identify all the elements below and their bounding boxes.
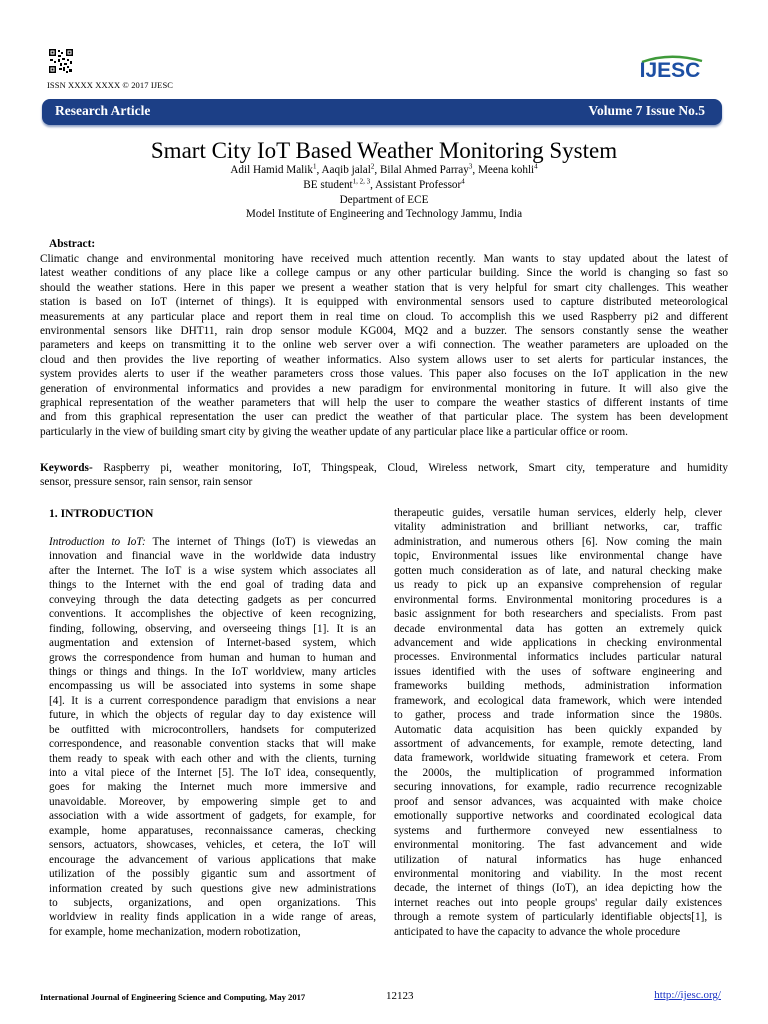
text-line: emotionally supportive networks and coordinated ecological data (394, 810, 722, 823)
text-line: Automatic data acquisition has been quickly expanded by (394, 723, 722, 736)
keywords (40, 461, 728, 490)
author-affiliation: 1 (312, 162, 317, 171)
text-line: things or things and things. In the IoT worldview, many articles (49, 665, 376, 678)
keywords-text: Raspberry pi, weather monitoring, IoT, Thingspeak, Cloud, Wireless network, Smart city, temperature and humidity (92, 462, 728, 474)
text-line: be outfitted with microcontrollers, handsets for computerized (49, 723, 376, 736)
text-line: worldview in reality finds application in a wide range of areas, (49, 911, 376, 924)
text-line: environmental forms. Environmental monitoring procedures is a (394, 593, 722, 606)
text-line: basic assignment for both researchers and specialists. From past (394, 608, 722, 621)
text-line: to gather, process and trade information since the 1980s. (394, 709, 722, 722)
author-name: Bilal Ahmed Parray (379, 164, 469, 176)
author-name: Meena kohli (477, 164, 535, 176)
keywords-line (40, 461, 728, 475)
text-line: proof and sensor advances, was acquainted with make choice (394, 795, 722, 808)
text-line: [4]. It is a current correspondence paradigm that envisions a near (49, 694, 376, 707)
text-line: frameworks building methods, administration information (394, 680, 722, 693)
text-line: therapeutic guides, versatile human services, elderly help, clever (394, 507, 722, 519)
page-number: 12123 (386, 990, 414, 1002)
department: Department of ECE (339, 194, 429, 206)
student-role: BE student (303, 179, 353, 191)
intro-lead-text: The internet of Things (IoT) is viewedas an (145, 536, 376, 548)
text-line: administration, and numerous others [6]. Now coming the main (394, 535, 722, 548)
text-line: vitality administration and brilliant networks, car, traffic (394, 521, 722, 534)
text-line: to subjects, organizations, and open organizations. This (49, 896, 376, 909)
text-line: anticipated to have the capacity to advance the whole procedure (394, 925, 681, 938)
text-line: data framework, worldwide situating framework et cetera. From (394, 752, 722, 765)
text-line: topic, Environmental issues like environmental change have (394, 550, 722, 563)
student-affiliation: 1, 2, 3 (352, 177, 371, 186)
introduction-right-column (394, 506, 722, 939)
text-line: unavoidable. Moreover, by empowering simple get to and (49, 795, 376, 808)
volume-issue: Volume 7 Issue No.5 (588, 103, 705, 118)
keywords-line: sensor, pressure sensor, rain sensor, rain sensor (40, 476, 253, 489)
intro-lead: Introduction to IoT: (49, 536, 146, 548)
text-line: conveying through the data detecting gadgets as per concurred (49, 593, 376, 606)
text-line: correspondence, and reasonable convention stacks that will make (49, 738, 376, 751)
author-affiliation: 3 (468, 162, 473, 171)
text-line: and from this graphical representation the user can predict the weather of that particular place. The system has been development (40, 411, 728, 424)
text-line: us ready to pick up an expansive comprehension of regular (394, 579, 722, 592)
abstract-body (40, 252, 728, 439)
introduction-heading: 1. INTRODUCTION (49, 507, 154, 520)
text-line: assortment of advancements, for example, remote detecting, land (394, 738, 722, 750)
left-column-lines (49, 549, 376, 939)
professor-affiliation: 4 (461, 177, 465, 186)
text-line: should the weather stations. Here in this paper we present a weather station that is very helpful for smart city challenges. This weather (40, 281, 728, 294)
text-line: station is based on IoT (internet of things). It is equipped with environmental sensors used to capture distributed meteorological (40, 296, 728, 309)
text-line: them ready to speak with each other and with the clients, turning (49, 752, 376, 765)
text-line: grows the correspondence from human and human to human and (49, 651, 376, 664)
author-roles: BE student$^{1, 2, 3}$, Assistant Professor$^4$ (303, 177, 465, 191)
text-line: decade environmental data has gotten an extremely quick (394, 622, 722, 635)
logo-text: IJESC (639, 59, 701, 82)
text-line: processes. Environmental informatics includes particular natural (394, 651, 722, 664)
issn-line: ISSN XXXX XXXX © 2017 IJESC (47, 80, 174, 90)
professor-role: Assistant Professor (375, 179, 462, 191)
text-line: after the Internet. The IoT is a wise system which associates all (49, 564, 376, 577)
text-line: through a remote system of particularly identifiable objects[1], is (394, 911, 722, 924)
introduction-left-column (49, 535, 376, 939)
text-line: the 2000s, the multiplication of programmed information (394, 766, 722, 779)
text-line: securing innovations, for example, radio recurrence recognizable (394, 781, 722, 794)
text-line: finding, following, observing, and overseeing things [1]. It is an (49, 622, 376, 635)
text-line: systems and furthermore conveyed new essentialness to (394, 824, 722, 837)
text-line: decade, the internet of things (IoT), an idea depicting how the (394, 882, 722, 895)
text-line: system provides alerts to user if the weather parameters cross those values. This paper also focuses on the IoT application in the new (40, 368, 728, 381)
author-list: Adil Hamid Malik$^1$, Aaqib jalal$^2$, Bilal Ahmed Parray$^3$, Meena kohli$^4$ (230, 162, 538, 176)
text-line: internet reaches out into people groups' regular daily existences (394, 896, 722, 909)
text-line: environmental sensors like DHT11, rain drop sensor module KG004, MQ2 and a buzzer. The sensors constantly sense the weather (40, 324, 728, 337)
text-line: goes for making the Internet much more immersive and (49, 781, 376, 794)
text-line: parameters and keeps on transmitting it to the online web server over a wifi connection. The weather parameters are uploaded on the (40, 339, 728, 352)
author-affiliation: 4 (534, 162, 538, 171)
text-line: advancement and wide applications in checking environmental (394, 636, 722, 649)
text-line: association with a wide assortment of gadgets, for example, for (49, 810, 376, 823)
text-line: framework, and ecological data framework, which were intended (394, 694, 722, 707)
text-line: example, home apparatuses, reconnaissance cameras, checking (49, 824, 376, 837)
text-line: graphical representation of the weather parameters that will help the user to compare the weather stastics of different instants of time (40, 396, 728, 409)
journal-link[interactable]: http://ijesc.org/ (654, 989, 721, 1001)
text-line: into a vital piece of the Internet [5]. The IoT idea, consequently, (49, 767, 376, 779)
journal-footer: International Journal of Engineering Science and Computing, May 2017 (40, 992, 306, 1002)
text-line: for example, home mechanization, modern robotization, (49, 925, 301, 938)
institute: Model Institute of Engineering and Technology Jammu, India (245, 208, 523, 220)
text-line: innovation and financial wave in the worldwide data industry (49, 550, 376, 563)
text-line: conventions. It accomplishes the objective of keen recognizing, (49, 608, 376, 621)
text-line: cloud and then provides the live reporting of weather informatics. Also system allows user to set alerts for particular instances, the (40, 353, 728, 366)
text-line: latest weather conditions of any place like a college campus or any other particular building. Since the world is changing so fast so (40, 267, 728, 280)
text-line: encourage the advancement of various applications that make (49, 853, 376, 866)
text-line: utilization of natural informatics has huge enhanced (394, 853, 722, 866)
qr-code (48, 48, 74, 74)
text-line: environmental monitoring. The fast advancement and wide (394, 839, 722, 852)
paper-title: Smart City IoT Based Weather Monitoring System (150, 138, 618, 163)
text-line: encompassing us will be associated into systems in some shape (49, 680, 376, 693)
author-name: Adil Hamid Malik (230, 164, 313, 176)
text-line: measurements at any particular place and report them in real time on cloud. To accomplish this we used Raspberry pi2 and different (40, 310, 728, 323)
text-line: things to the Internet with the end goal of trading data and (49, 579, 376, 592)
text-line: gotten much consideration as of late, and natural checking make (394, 564, 722, 577)
text-line: Climatic change and environmental monitoring have received much attention recently. Man wants to stay updated about the latest of (40, 253, 728, 265)
author-name: Aaqib jalal (321, 164, 371, 176)
abstract-heading: Abstract: (49, 238, 96, 250)
article-type: Research Article (55, 103, 151, 118)
text-line: environmental monitoring and viability. In the most recent (394, 867, 722, 880)
text-line: utilization of the possibly gigantic sum and assortment of (49, 868, 376, 881)
ijesc-logo (632, 53, 710, 83)
author-affiliation: 2 (370, 162, 375, 171)
text-line: particularly in the view of building smart city by giving the weather update of any particular place like a particular office or room. (40, 425, 628, 438)
text-line: information created by such questions give new administrations (49, 882, 376, 895)
text-line: generation of environmental informatics and provides a new paradigm for environmental monitoring in future. It will also give the (40, 382, 728, 395)
keywords-label: Keywords- (40, 462, 93, 474)
text-line: sensors, actuators, showcases, vehicles, et cetera, the IoT will (49, 839, 376, 852)
text-line (49, 535, 376, 549)
text-line: augmentation and extension of Internet-based system, which (49, 637, 376, 650)
text-line: future, in which the objects of regular day to day existence will (49, 709, 376, 722)
text-line: issues identified with the uses of software engineering and (394, 665, 722, 678)
